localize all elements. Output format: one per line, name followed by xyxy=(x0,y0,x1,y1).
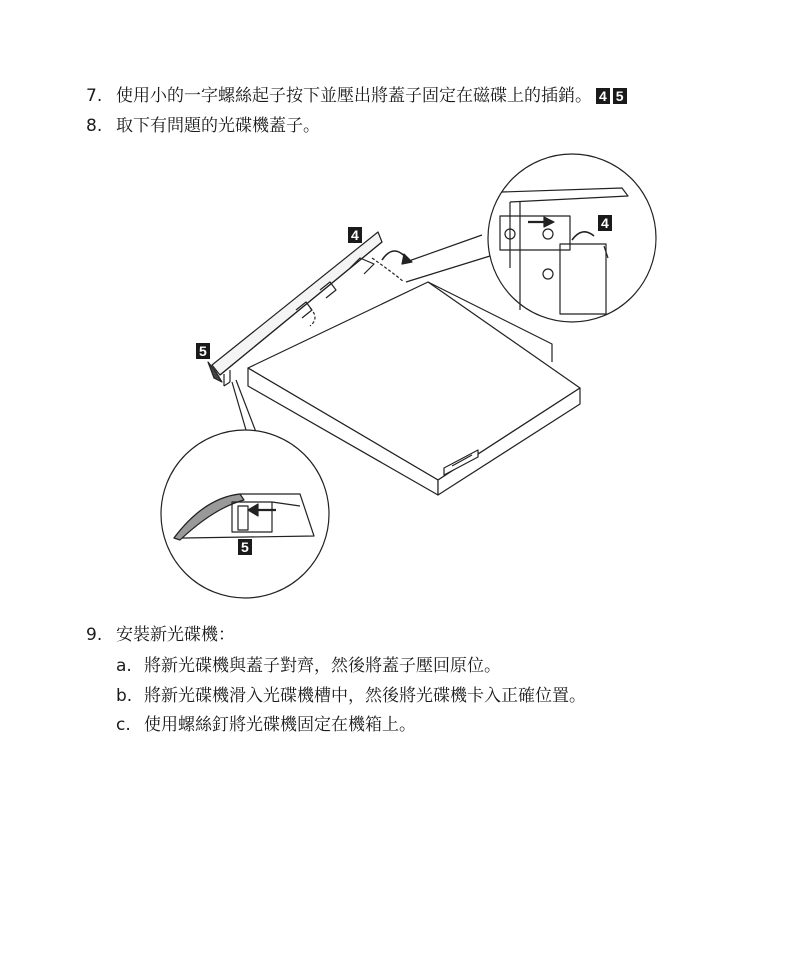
step-9 xyxy=(86,624,235,646)
callout-4: 4 xyxy=(348,227,362,243)
bezel-removal-diagram xyxy=(160,150,660,605)
substep-a xyxy=(116,655,501,677)
substep-c-label: c. xyxy=(116,715,131,735)
zoom-circle-bottom xyxy=(161,430,329,598)
substep-b-text: 將新光碟機滑入光碟機槽中，然後將光碟機卡入正確位置。 xyxy=(144,686,586,706)
step-7-text: 使用小的一字螺絲起子按下並壓出將蓋子固定在磁碟上的插銷。 xyxy=(116,86,592,106)
step-7-badge-5: 5 xyxy=(613,88,627,104)
zoom-circle-top xyxy=(488,154,656,322)
substep-a-text: 將新光碟機與蓋子對齊，然後將蓋子壓回原位。 xyxy=(144,656,501,676)
substep-c xyxy=(116,714,416,736)
step-7 xyxy=(86,85,627,107)
substep-a-label: a. xyxy=(116,656,132,676)
step-7-number: 7. xyxy=(86,86,103,106)
step-9-number: 9. xyxy=(86,625,103,645)
substep-b xyxy=(116,685,586,707)
substep-c-text: 使用螺絲釘將光碟機固定在機箱上。 xyxy=(144,715,416,735)
substep-b-label: b. xyxy=(116,686,133,706)
step-7-badge-4: 4 xyxy=(596,88,610,104)
step-8-text: 取下有問題的光碟機蓋子。 xyxy=(116,116,320,136)
optical-drive-bezel-illustration xyxy=(160,150,660,605)
callout-5: 5 xyxy=(196,343,210,359)
zoom-callout-4: 4 xyxy=(598,215,612,231)
leader-line-top xyxy=(406,235,482,262)
step-8-number: 8. xyxy=(86,116,103,136)
step-9-text: 安裝新光碟機： xyxy=(116,625,235,645)
zoom-callout-5: 5 xyxy=(238,539,252,555)
step-8 xyxy=(86,115,320,137)
